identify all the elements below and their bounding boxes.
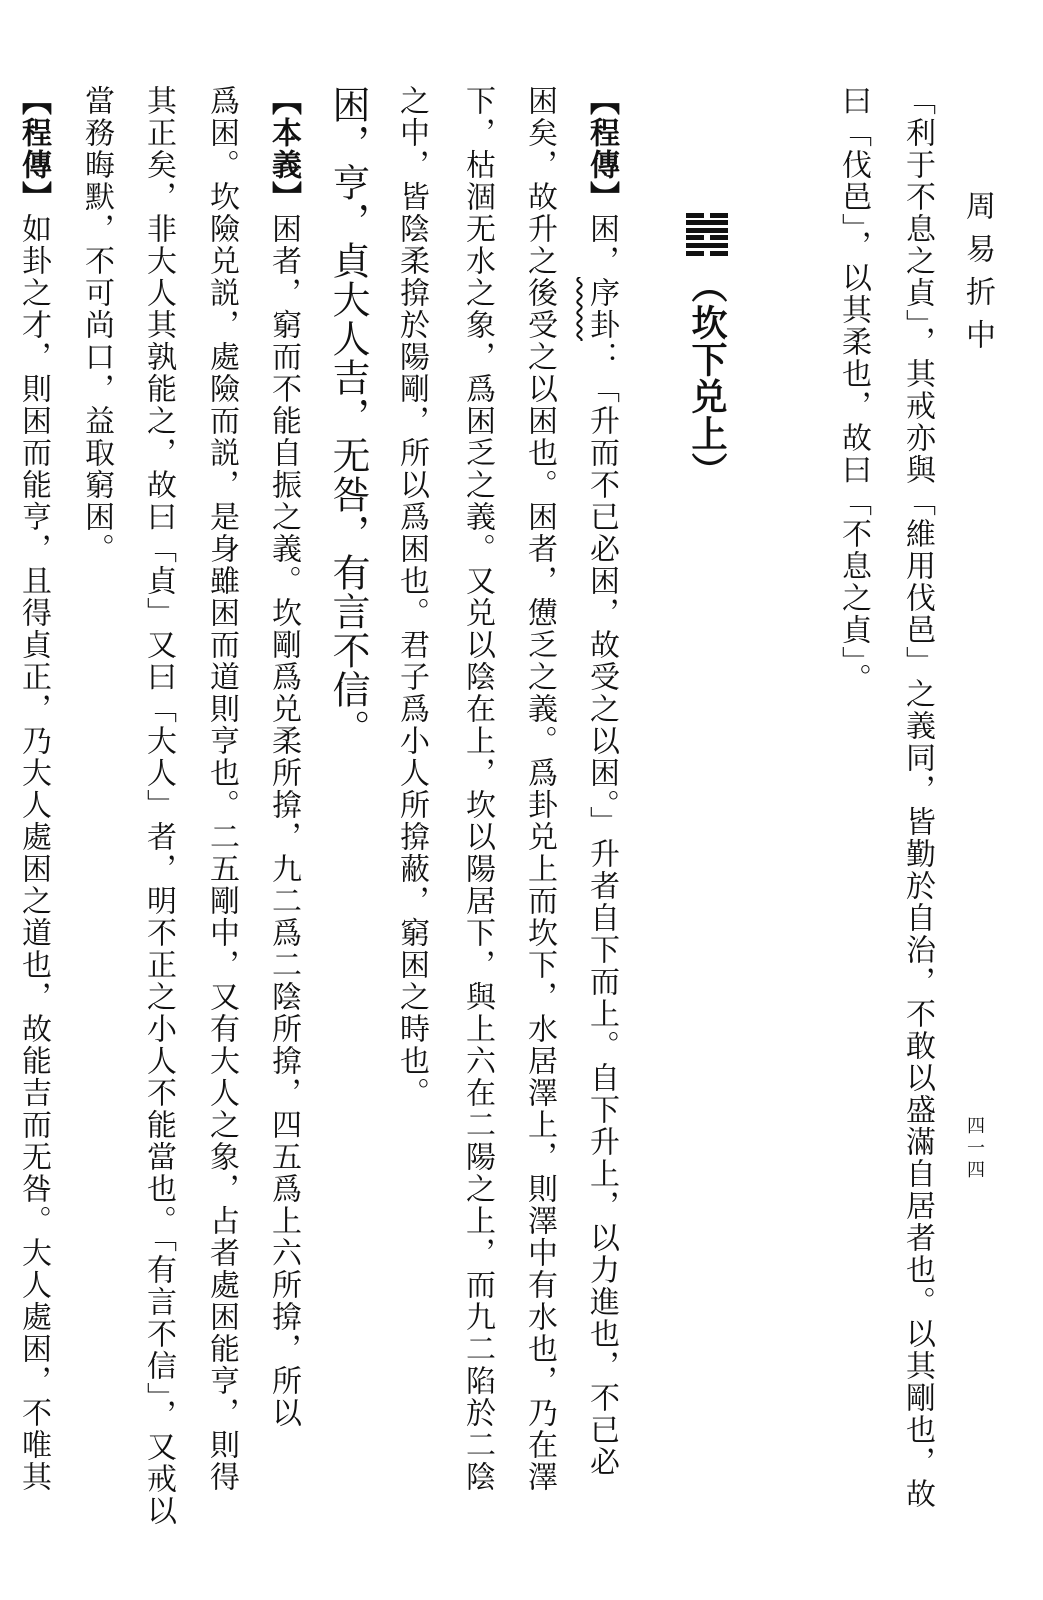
hexagram-column (684, 85, 730, 1565)
text-column-chengzhuan-2 (15, 85, 51, 1565)
hexagram-line-yang (686, 243, 728, 248)
hexagram-line-yin (686, 251, 728, 256)
column-text: ：「升而不已必困，故受之以困。」升者自下而上。自下升上，以力進也，不已必 (585, 341, 618, 1478)
text-column-6: 下，枯涸无水之象，爲困乏之義。又兑以陰在上，坎以陽居下，與上六在二陽之上，而九二陷於二陰 (461, 85, 494, 1493)
text-column-7: 之中，皆陰柔揜於陽剛，所以爲困也。君子爲小人所揜蔽，窮困之時也。 (395, 85, 428, 1109)
text-column-1: 「利于不息之貞」，其戒亦與「維用伐邑」之義同，皆勤於自治，不敢以盛滿自居者也。以其剛也，故 (901, 85, 934, 1510)
text-column-chengzhuan-1 (583, 85, 619, 1565)
text-column-12: 當務晦默，不可尚口，益取窮困。 (80, 85, 113, 565)
text-column-10: 爲困。坎險兑説，處險而説，是身雖困而道則亨也。二五剛中，又有大人之象，占者處困能亨，則得 (205, 85, 238, 1493)
hexagram-line-yang (686, 228, 728, 233)
commentary-label: 【程傳】 (585, 85, 618, 213)
classic-title-mark: 序卦 (585, 277, 618, 341)
main-text-block (15, 85, 935, 1565)
text-column-11: 其正矣，非大人其孰能之，故曰「貞」又曰「大人」者，明不正之小人不能當也。「有言不信」，又戒以 (142, 85, 175, 1527)
hexagram-caption: （坎下兑上） (687, 267, 727, 490)
commentary-label: 【本義】 (267, 85, 300, 213)
commentary-label: 【程傳】 (17, 85, 50, 213)
column-text: 困， (585, 213, 618, 277)
text-column-benyi (265, 85, 301, 1565)
hexagram-statement-column: 困，亨，貞大人吉，无咎，有言不信。 (326, 85, 368, 748)
text-column-5: 困矣，故升之後受之以困也。困者，憊乏之義。爲卦兑上而坎下，水居澤上，則澤中有水也，乃在澤 (523, 85, 556, 1493)
text-column-2: 曰「伐邑」，以其柔也，故曰「不息之貞」。 (837, 85, 870, 695)
page-number: 四一四 (965, 1116, 985, 1182)
column-text: 如卦之才，則困而能亨，且得貞正，乃大人處困之道也，故能吉而无咎。大人處困，不唯其 (17, 213, 50, 1493)
hexagram-line-yin (686, 213, 728, 218)
hexagram-line-yang (686, 220, 728, 225)
hexagram-symbol (686, 210, 728, 258)
running-book-title: 周易折中 (961, 190, 994, 362)
hexagram-line-yin (686, 235, 728, 240)
column-text: 困者，窮而不能自振之義。坎剛爲兑柔所揜，九二爲二陰所揜，四五爲上六所揜，所以 (267, 213, 300, 1429)
